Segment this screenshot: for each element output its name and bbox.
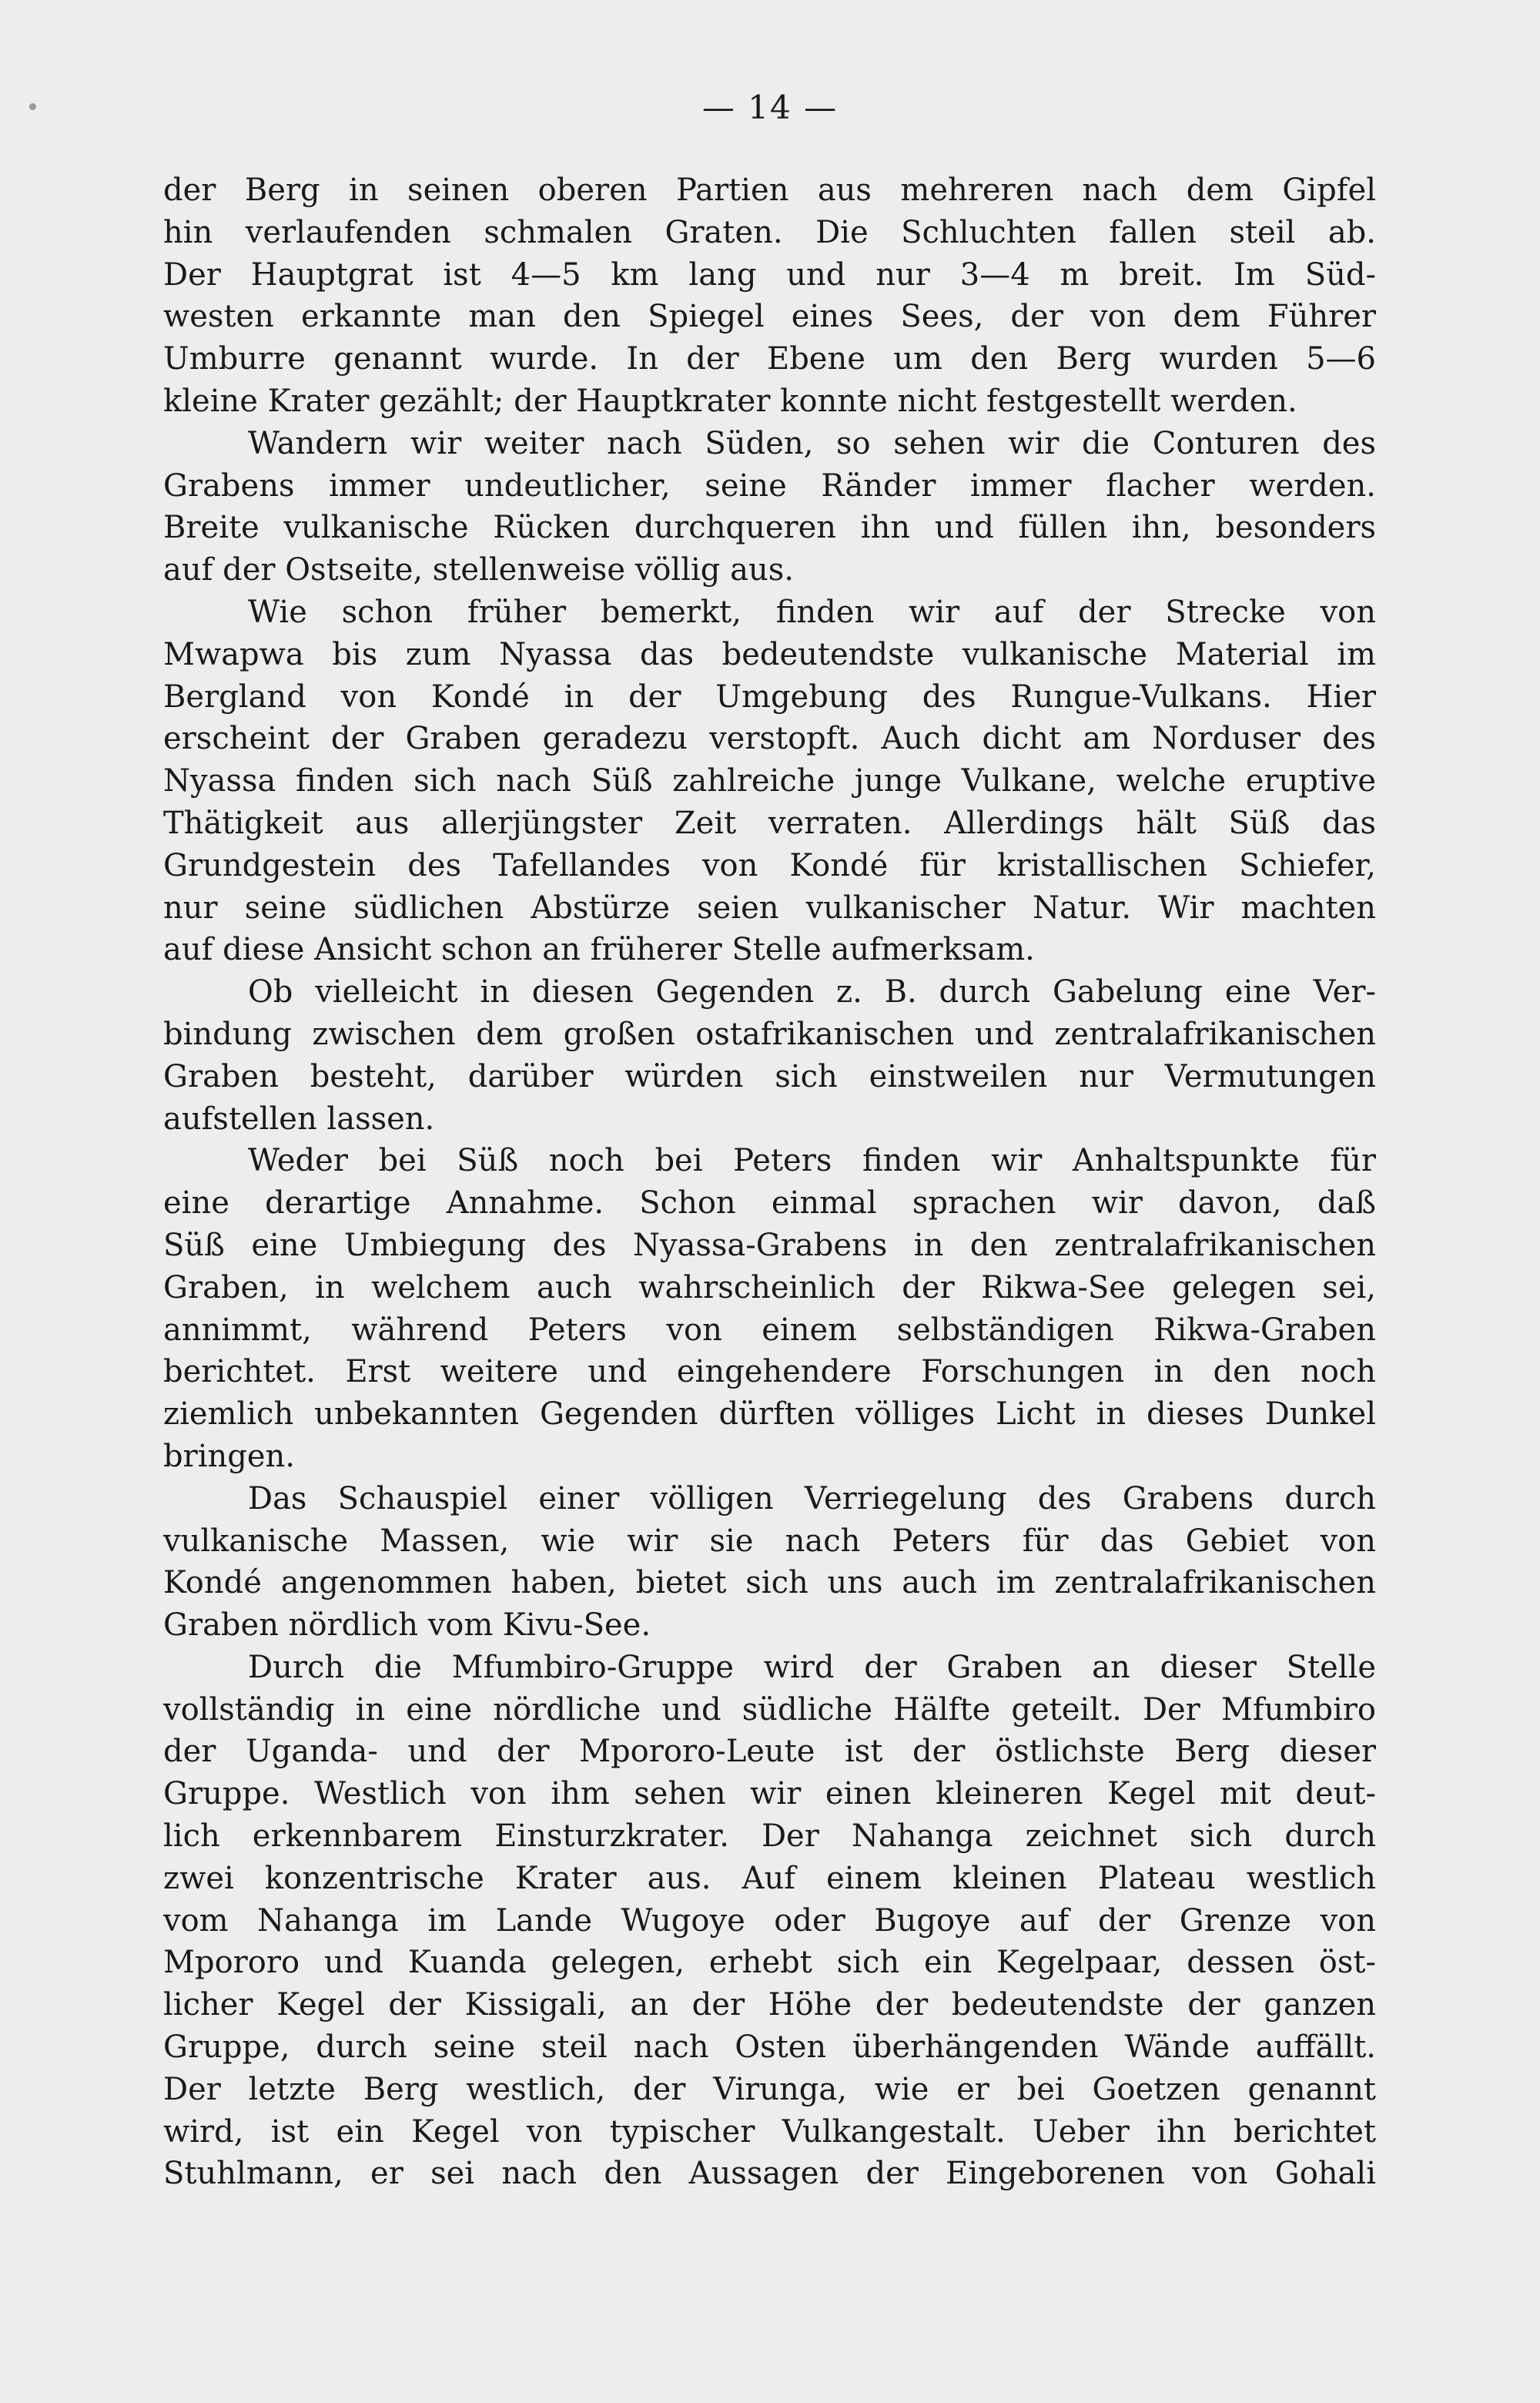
text-line: Gruppe, durch seine steil nach Osten überhängenden Wände auffällt.: [163, 2029, 1376, 2066]
text-line: Ob vielleicht in diesen Gegenden z. B. durch Gabelung eine Ver-: [248, 974, 1376, 1010]
text-line: Breite vulkanische Rücken durchqueren ihn und füllen ihn, besonders: [163, 510, 1376, 546]
text-line: berichtet. Erst weitere und eingehendere Forschungen in den noch: [163, 1354, 1376, 1390]
text-line: Graben besteht, darüber würden sich einstweilen nur Vermutungen: [163, 1058, 1376, 1094]
text-line: Nyassa finden sich nach Süß zahlreiche junge Vulkane, welche eruptive: [163, 763, 1376, 799]
text-line: kleine Krater gezählt; der Hauptkrater konnte nicht festgestellt werden.: [163, 383, 1297, 419]
text-line: Grundgestein des Tafellandes von Kondé für kristallischen Schiefer,: [163, 847, 1376, 883]
text-line: der Berg in seinen oberen Partien aus mehreren nach dem Gipfel: [163, 173, 1376, 208]
text-line: Süß eine Umbiegung des Nyassa-Grabens in den zentralafrikanischen: [163, 1227, 1376, 1263]
text-line: Wie schon früher bemerkt, finden wir auf der Strecke von: [248, 594, 1376, 630]
text-line: lich erkennbarem Einsturzkrater. Der Nahanga zeichnet sich durch: [163, 1818, 1376, 1855]
text-line: nur seine südlichen Abstürze seien vulkanischer Natur. Wir machten: [163, 890, 1376, 926]
text-line: Mpororo und Kuanda gelegen, erhebt sich ein Kegelpaar, dessen öst-: [163, 1945, 1376, 1981]
text-line: wird, ist ein Kegel von typischer Vulkangestalt. Ueber ihn berichtet: [163, 2113, 1376, 2150]
text-line: Gruppe. Westlich von ihm sehen wir einen kleineren Kegel mit deut-: [163, 1776, 1376, 1812]
text-line: annimmt, während Peters von einem selbständigen Rikwa-Graben: [163, 1312, 1376, 1348]
text-line: Weder bei Süß noch bei Peters finden wir Anhaltspunkte für: [248, 1143, 1376, 1179]
text-line: Bergland von Kondé in der Umgebung des Rungue-Vulkans. Hier: [163, 679, 1376, 715]
text-line: Das Schauspiel einer völligen Verriegelung des Grabens durch: [248, 1480, 1376, 1517]
text-line: Umburre genannt wurde. In der Ebene um den Berg wurden 5—6: [163, 341, 1376, 377]
text-line: ziemlich unbekannten Gegenden dürften völliges Licht in dieses Dunkel: [163, 1396, 1376, 1433]
text-line: Kondé angenommen haben, bietet sich uns auch im zentralafrikanischen: [163, 1565, 1376, 1601]
text-line: Der letzte Berg westlich, der Virunga, wie er bei Goetzen genannt: [163, 2071, 1376, 2107]
text-line: Der Hauptgrat ist 4—5 km lang und nur 3—4 m breit. Im Süd-: [163, 256, 1376, 293]
text-line: Thätigkeit aus allerjüngster Zeit verraten. Allerdings hält Süß das: [163, 805, 1376, 841]
text-line: erscheint der Graben geradezu verstopft. Auch dicht am Norduser des: [163, 721, 1376, 757]
text-line: Stuhlmann, er sei nach den Aussagen der Eingeborenen von Gohali: [163, 2156, 1376, 2192]
text-line: eine derartige Annahme. Schon einmal sprachen wir davon, daß: [163, 1185, 1376, 1222]
paragraph: [163, 1478, 1376, 1647]
text-line: Mwapwa bis zum Nyassa das bedeutendste vulkanische Material im: [163, 636, 1376, 672]
paragraph: [163, 592, 1376, 971]
text-line: hin verlaufenden schmalen Graten. Die Schluchten fallen steil ab.: [163, 214, 1376, 250]
text-line: westen erkannte man den Spiegel eines Sees, der von dem Führer: [163, 299, 1376, 335]
text-line: Durch die Mfumbiro-Gruppe wird der Graben an dieser Stelle: [248, 1649, 1376, 1685]
text-line: vollständig in eine nördliche und südliche Hälfte geteilt. Der Mfumbiro: [163, 1691, 1376, 1728]
text-line: Grabens immer undeutlicher, seine Ränder immer flacher werden.: [163, 468, 1376, 504]
text-line: Graben nördlich vom Kivu-See.: [163, 1607, 651, 1644]
text-line: auf der Ostseite, stellenweise völlig aus.: [163, 552, 794, 588]
text-line: vom Nahanga im Lande Wugoye oder Bugoye auf der Grenze von: [163, 1902, 1376, 1939]
paragraph: [163, 169, 1376, 423]
paragraph: [163, 423, 1376, 592]
text-line: auf diese Ansicht schon an früherer Stelle aufmerksam.: [163, 932, 1035, 968]
text-line: Wandern wir weiter nach Süden, so sehen wir die Conturen des: [248, 425, 1376, 461]
page-number: — 14 —: [701, 89, 839, 126]
text-line: bringen.: [163, 1438, 296, 1474]
text-line: licher Kegel der Kissigali, an der Höhe der bedeutendste der ganzen: [163, 1987, 1376, 2023]
body-text: [163, 169, 1376, 2195]
text-line: bindung zwischen dem großen ostafrikanischen und zentralafrikanischen: [163, 1016, 1376, 1052]
paragraph: [163, 971, 1376, 1140]
text-line: Graben, in welchem auch wahrscheinlich der Rikwa-See gelegen sei,: [163, 1269, 1376, 1305]
text-line: aufstellen lassen.: [163, 1101, 435, 1137]
text-line: der Uganda- und der Mpororo-Leute ist der östlichste Berg dieser: [163, 1734, 1376, 1770]
text-line: zwei konzentrische Krater aus. Auf einem kleinen Plateau westlich: [163, 1860, 1376, 1896]
paragraph: [163, 1140, 1376, 1477]
text-line: vulkanische Massen, wie wir sie nach Peters für das Gebiet von: [163, 1523, 1376, 1559]
paragraph: [163, 1647, 1376, 2195]
